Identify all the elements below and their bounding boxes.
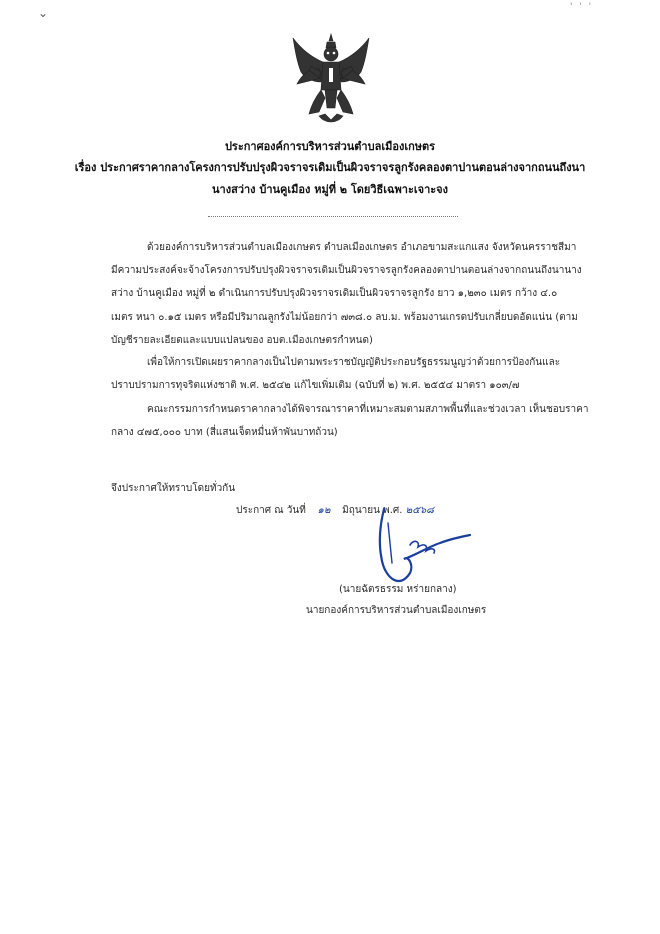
date-month: มิถุนายน: [342, 505, 380, 516]
divider: [208, 216, 458, 217]
paragraph-1-line: เมตร หนา ๐.๑๕ เมตร หรือมีปริมาณลูกรังไม่น้อยกว่า ๗๓๘.๐ ลบ.ม. พร้อมงานเกรดปรับเกลี่ยบดอัดแน่น (ตาม: [111, 312, 578, 323]
date-prefix: ประกาศ ณ วันที่: [236, 505, 306, 516]
page-mark: ' ' ': [570, 2, 594, 12]
date-year: ๒๕๖๘: [405, 505, 434, 516]
date-day: ๑๒: [317, 505, 331, 516]
paragraph-3-line: กลาง ๔๗๕,๐๐๐ บาท (สี่แสนเจ็ดหมื่นห้าพันบาทถ้วน): [111, 427, 338, 438]
paragraph-2-line: เพื่อให้การเปิดเผยราคากลางเป็นไปตามพระราชบัญญัติประกอบรัฐธรรมนูญว่าด้วยการป้องกันและ: [147, 357, 561, 368]
org-heading: ประกาศองค์การบริหารส่วนตำบลเมืองเกษตร: [224, 140, 436, 153]
subject-line-1: เรื่อง ประกาศราคากลางโครงการปรับปรุงผิวจราจรเดิมเป็นผิวจราจรลูกรังคลองตาปานตอนล่างจากถนนถึงนา: [74, 161, 586, 174]
paragraph-1-line: สว่าง บ้านคูเมือง หมู่ที่ ๒ ดำเนินการปรับปรุงผิวจราจรเดิมเป็นผิวจราจรลูกรัง ยาว ๑,๒๓๐ เมตร กว้าง ๔.๐: [111, 288, 558, 299]
announcement-text: จึงประกาศให้ทราบโดยทั่วกัน: [111, 483, 236, 494]
garuda-emblem-icon: [289, 32, 373, 126]
paragraph-1-line: บัญชีรายละเอียดและแบบแปลนของ อบต.เมืองเกษตรกำหนด): [111, 335, 373, 346]
paragraph-2-line: ปราบปรามการทุจริตแห่งชาติ พ.ศ. ๒๕๔๒ แก้ไขเพิ่มเติม (ฉบับที่ ๒) พ.ศ. ๒๕๕๔ มาตรา ๑๐๓/๗: [111, 380, 520, 391]
paragraph-1-line: มีความประสงค์จะจ้างโครงการปรับปรุงผิวจราจรเดิมเป็นผิวจราจรลูกรังคลองตาปานตอนล่างจากถนนถึงนานาง: [111, 265, 582, 276]
signer-name: (นายฉัตรธรรม หร่ายกลาง): [339, 584, 457, 595]
subject-line-2: นางสว่าง บ้านคูเมือง หมู่ที่ ๒ โดยวิธีเฉพาะเจาะจง: [212, 183, 448, 196]
signature-icon: [370, 503, 480, 593]
date-year-prefix: พ.ศ.: [383, 505, 403, 516]
signer-position: นายกองค์การบริหารส่วนตำบลเมืองเกษตร: [306, 605, 487, 616]
paragraph-3-line: คณะกรรมการกำหนดราคากลางได้พิจารณาราคาที่เหมาะสมตามสภาพพื้นที่และช่วงเวลา เห็นชอบราคา: [147, 404, 589, 415]
paragraph-1-line: ด้วยองค์การบริหารส่วนตำบลเมืองเกษตร ตำบลเมืองเกษตร อำเภอขามสะแกแสง จังหวัดนครราชสีมา: [147, 242, 577, 253]
corner-mark: ⌄: [38, 6, 49, 20]
